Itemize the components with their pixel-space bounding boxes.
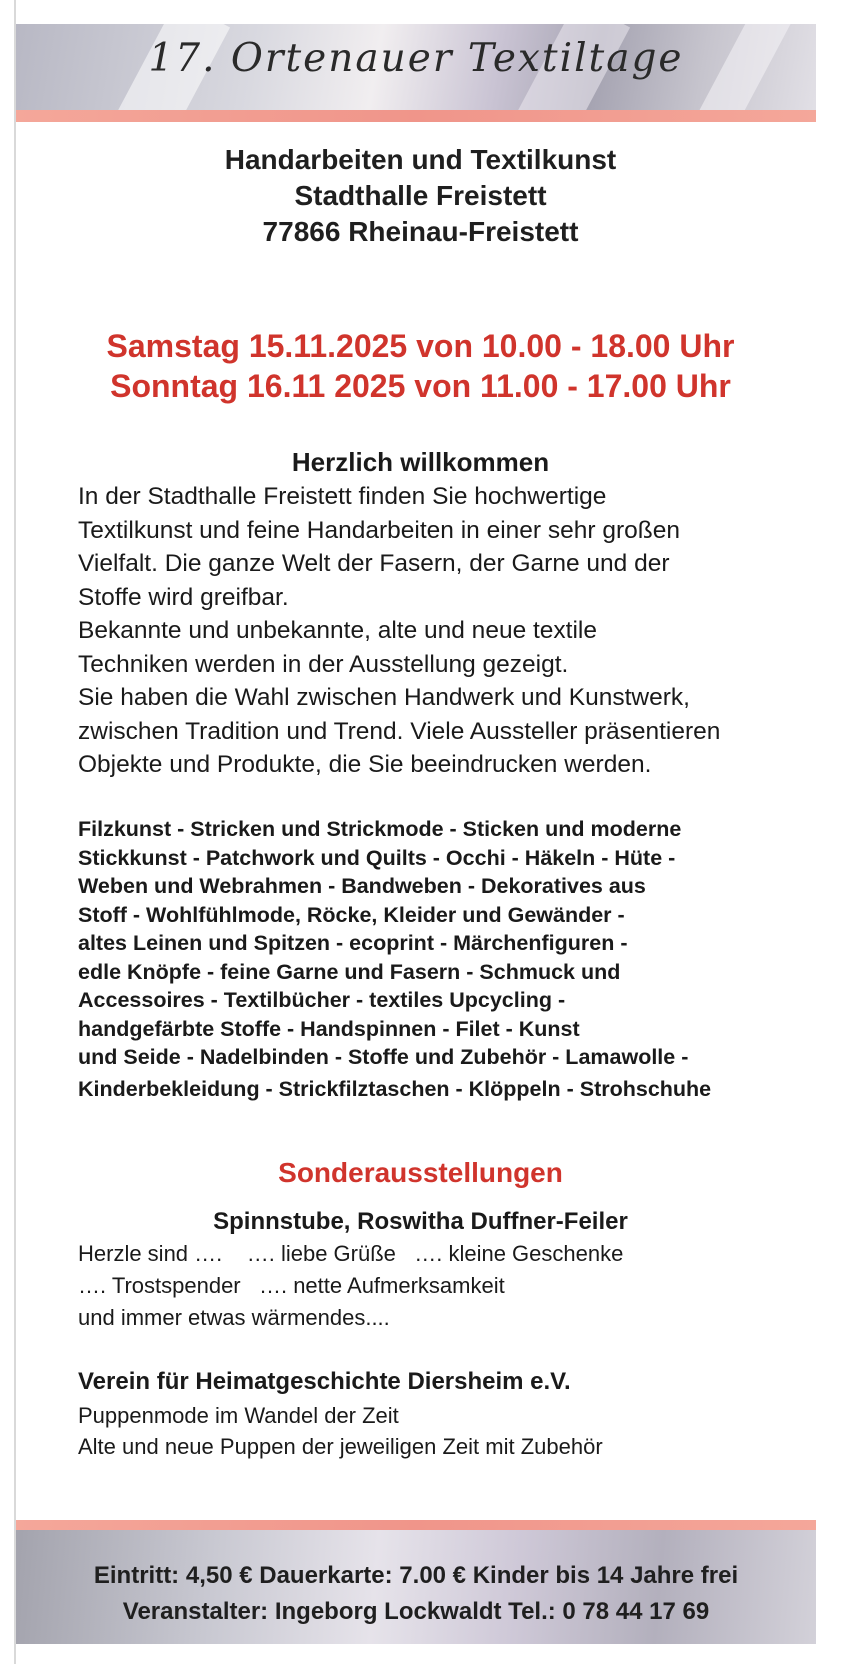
spinnstube-text: Herzle sind …. …. liebe Grüße …. kleine Geschenke …. Trostspender …. nette Aufmerksamkeit und immer etwas wärmendes.... <box>78 1241 624 1330</box>
topic-line: Kinderbekleidung - Strickfilztaschen - Klöppeln - Strohschuhe <box>78 1076 712 1101</box>
verein-heading: Verein für Heimatgeschichte Diersheim e.V. <box>78 1368 571 1395</box>
spinnstube-heading: Spinnstube, Roswitha Duffner-Feiler <box>213 1208 628 1235</box>
date-saturday: Samstag 15.11.2025 von 10.00 - 18.00 Uhr <box>106 328 735 364</box>
topic-line: Stoff - Wohlfühlmode, Röcke, Kleider und Gewänder - <box>78 902 625 927</box>
top-banner <box>16 24 816 122</box>
topic-line: edle Knöpfe - feine Garne und Fasern - Schmuck und <box>78 959 621 984</box>
event-title: 17. Ortenauer Textiltage <box>148 36 684 81</box>
topic-line: Weben und Webrahmen - Bandweben - Dekoratives aus <box>78 874 646 898</box>
topic-line: Stickkunst - Patchwork und Quilts - Occhi - Häkeln - Hüte - <box>78 845 676 870</box>
bottom-banner <box>16 1520 816 1644</box>
special-exhibitions-heading: Sonderausstellungen <box>278 1157 563 1188</box>
topic-line: Accessoires - Textilbücher - textiles Upcycling - <box>78 988 566 1012</box>
venue-address: 77866 Rheinau-Freistett <box>262 216 579 247</box>
admission-info: Eintritt: 4,50 € Dauerkarte: 7.00 € Kinder bis 14 Jahre frei <box>93 1562 739 1589</box>
organizer-info: Veranstalter: Ingeborg Lockwaldt Tel.: 0 78 44 17 69 <box>122 1598 710 1625</box>
date-sunday: Sonntag 16.11 2025 von 11.00 - 17.00 Uhr <box>110 368 731 404</box>
topic-line: und Seide - Nadelbinden - Stoffe und Zubehör - Lamawolle - <box>78 1045 689 1069</box>
topic-line: handgefärbte Stoffe - Handspinnen - Filet - Kunst <box>78 1016 580 1041</box>
page-edge-line <box>14 0 16 1664</box>
venue-name: Stadthalle Freistett <box>294 180 547 211</box>
topic-line: altes Leinen und Spitzen - ecoprint - Märchenfiguren - <box>78 931 628 955</box>
venue-subtitle: Handarbeiten und Textilkunst <box>224 144 617 175</box>
banner-stripe <box>16 110 816 122</box>
welcome-heading: Herzlich willkommen <box>291 447 550 477</box>
banner-stripe <box>16 1520 816 1530</box>
verein-text: Puppenmode im Wandel der Zeit Alte und neue Puppen der jeweiligen Zeit mit Zubehör <box>78 1403 603 1459</box>
topic-list <box>78 815 840 1103</box>
welcome-paragraph: In der Stadthalle Freistett finden Sie hochwertige Textilkunst und feine Handarbeiten in einer sehr großen Vielfalt. Die ganze Welt der Fasern, der Garne und der Stoffe wird greifbar. Bekannte und unbekannte, alte und neue textile Techniken werden in der Ausstellung gezeigt. Sie haben die Wahl zwischen Handwerk und Kunstwerk, zwischen Tradition und Trend. Viele Aussteller präsentieren Objekte und Produkte, die Sie beeindrucken werden. <box>78 483 721 778</box>
topic-line: Filzkunst - Stricken und Strickmode - Sticken und moderne <box>78 817 682 841</box>
